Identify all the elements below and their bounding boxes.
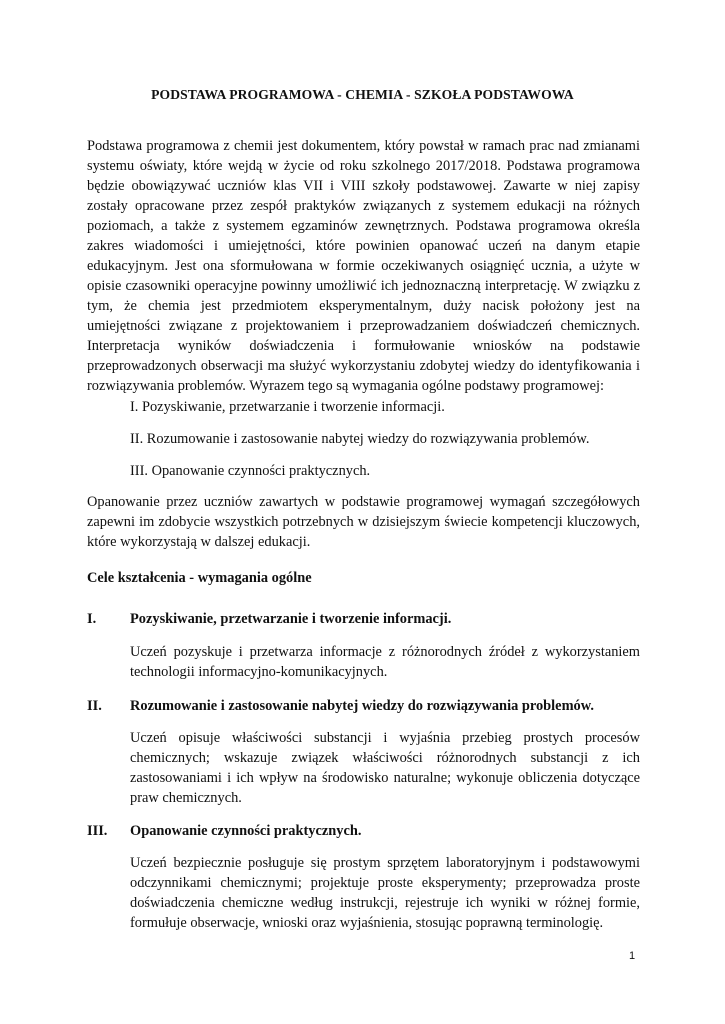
intro-paragraph: Podstawa programowa z chemii jest dokumentem, który powstał w ramach prac nad zmianami systemu oświaty, które wejdą w życie od roku szkolnego 2017/2018. Podstawa programowa będzie obowiązywać uczniów klas VII i VIII szkoły podstawowej. Zawarte w niej zapisy zostały opracowane przez zespół praktyków związanych z systemem edukacji na różnych poziomach, a także z systemem egzaminów zewnętrznych. Podstawa programowa określa zakres wiadomości i umiejętności, które powinien opanować uczeń na danym etapie edukacyjnym. Jest ona sformułowana w formie oczekiwanych osiągnięć ucznia, a użyte w opisie czasowniki operacyjne powinny umożliwić ich jednoznaczną interpretację. W związku z tym, że chemia jest przedmiotem eksperymentalnym, duży nacisk położony jest na umiejętności związane z projektowaniem i przeprowadzaniem doświadczeń chemicznych. Interpretacja wyników doświadczenia i formułowanie wniosków na podstawie przeprowadzonych obserwacji ma służyć wykorzystaniu zdobytej wiedzy do identyfikowania i rozwiązywania problemów. Wyrazem tego są wymagania ogólne podstawy programowej:	[87, 138, 640, 394]
section-body: Uczeń bezpiecznie posługuje się prostym sprzętem laboratoryjnym i podstawowymi odczynnikami chemicznymi; projektuje proste eksperymenty; przeprowadza proste doświadczenia chemiczne według instrukcji, rejestruje ich wyniki w różnej formie, formułuje obserwacje, wnioski oraz wyjaśnienia, stosując poprawną terminologię.	[130, 855, 640, 931]
section-title: Pozyskiwanie, przetwarzanie i tworzenie informacji.	[130, 611, 452, 627]
document-title: PODSTAWA PROGRAMOWA - CHEMIA - SZKOŁA PODSTAWOWA	[151, 87, 574, 102]
section-heading	[87, 821, 361, 841]
section-heading	[87, 696, 594, 716]
section-title: Opanowanie czynności praktycznych.	[130, 823, 362, 839]
outro-paragraph: Opanowanie przez uczniów zawartych w podstawie programowej wymagań szczegółowych zapewni im zdobycie wszystkich potrzebnych w dzisiejszym świecie kompetencji kluczowych, które wykorzystają w dalszej edukacji.	[87, 494, 640, 550]
page-number: 1	[629, 950, 636, 962]
section-number: III.	[87, 823, 108, 839]
section-heading	[87, 609, 451, 629]
list-item: I. Pozyskiwanie, przetwarzanie i tworzenie informacji.	[130, 399, 445, 415]
list-item: III. Opanowanie czynności praktycznych.	[130, 463, 371, 479]
section-body: Uczeń opisuje właściwości substancji i wyjaśnia przebieg prostych procesów chemicznych; wskazuje związek właściwości różnorodnych substancji z ich zastosowaniami i ich wpływ na środowisko naturalne; wykonuje obliczenia dotyczące praw chemicznych.	[130, 730, 640, 806]
section-title: Rozumowanie i zastosowanie nabytej wiedzy do rozwiązywania problemów.	[130, 698, 594, 714]
section-body: Uczeń pozyskuje i przetwarza informacje z różnorodnych źródeł z wykorzystaniem technologii informacyjno-komunikacyjnych.	[130, 644, 640, 680]
section-number: II.	[87, 698, 102, 714]
goals-heading: Cele kształcenia - wymagania ogólne	[87, 570, 312, 586]
list-item: II. Rozumowanie i zastosowanie nabytej wiedzy do rozwiązywania problemów.	[130, 431, 590, 447]
section-number: I.	[87, 611, 97, 627]
